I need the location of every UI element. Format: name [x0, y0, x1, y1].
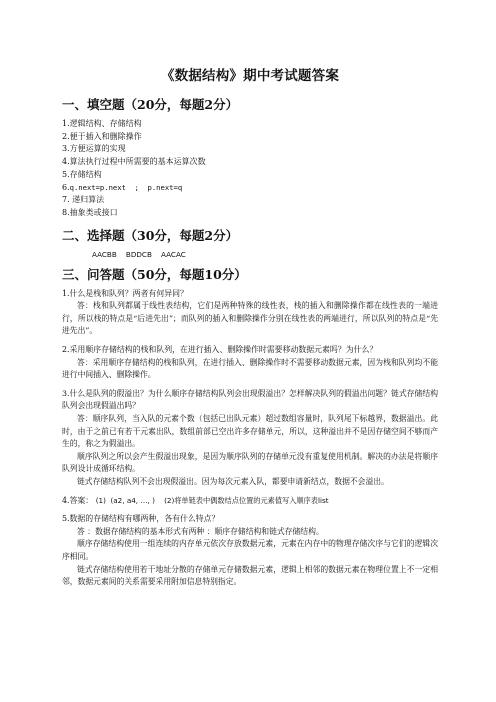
- question-text: 2.采用顺序存储结构的栈和队列，在进行插入、删除操作时需要移动数据元素吗？为什么？: [62, 345, 378, 354]
- answer-text: 答：采用顺序存储结构的栈和队列，在进行插入、删除操作时不需要移动数据元素，因为栈和队列均不能进行中间插入、删除操作。: [62, 357, 438, 380]
- question-text: 5.数据的存储结构有哪两种，各有什么特点？: [62, 514, 220, 524]
- fill-in-item: 2.便于插入和删除操作: [62, 131, 142, 141]
- qa-item-5: [62, 513, 438, 589]
- qa-item-1: [62, 288, 438, 338]
- fill-in-item: 1.逻辑结构、存储结构: [62, 119, 142, 128]
- fill-in-item: 7. 递归算法: [62, 195, 105, 205]
- code-snippet: q.next=p.next ; p.next=q: [69, 182, 183, 192]
- answer-text: 链式存储结构使用若干地址分散的存储单元存储数据元素，逻辑上相邻的数据元素在物理位置上不一定相邻，数据元素间的关系需要采用附加信息特别指定。: [62, 564, 438, 587]
- fill-in-item: 4.算法执行过程中所需要的基本运算次数: [62, 157, 206, 167]
- fill-in-item-number: 6.: [62, 182, 70, 192]
- qa-item-2: [62, 344, 438, 382]
- document-title: 《数据结构》期中考试题答案: [160, 68, 340, 84]
- qa-item-3: [62, 388, 438, 489]
- fill-in-item: 3.方便运算的实现: [62, 144, 126, 154]
- fill-in-item-code: [62, 182, 438, 195]
- question-text: 3.什么是队列的假溢出？为什么顺序存储结构队列会出现假溢出？怎样解决队列的假溢出问题？链式存储结构队列会出现假溢出吗？: [62, 388, 438, 411]
- answer-text: 链式存储结构队列不会出现假溢出。因为每次元素入队，都要申请新结点，数据不会溢出。: [77, 476, 389, 486]
- qa-item-4: [62, 495, 438, 508]
- section-fill-in-heading: 一、填空题（20分，每题2分）: [62, 97, 239, 112]
- answer-text: 答：顺序队列，当入队的元素个数（包括已出队元素）超过数组容量时，队列尾下标越界，数据溢出。此时，由于之前已有若干元素出队，数组前部已空出许多存储单元，所以，这种溢出并不是因存储空间不够而产生的，称之为假溢出。: [62, 413, 438, 449]
- choice-answers: AACBB BDDCB AACAC: [92, 249, 186, 259]
- section-choice-heading: 二、选择题（30分，每题2分）: [62, 227, 239, 243]
- answer-text: 顺序队列之所以会产生假溢出现象，是因为顺序队列的存储单元没有重复使用机制。解决的办法是将顺序队列设计成循环结构。: [62, 451, 438, 474]
- answer-label: 4.答案：: [62, 495, 94, 505]
- answer-text: 顺序存储结构使用一组连续的内存单元依次存放数据元素，元素在内存中的物理存储次序与它们的逻辑次序相同。: [62, 539, 438, 561]
- question-text: 1.什么是栈和队列？两者有何异同？: [62, 288, 188, 298]
- fill-in-answers: [62, 118, 438, 220]
- answer-text: 答 ：数据存储结构的基本形式有两种 ：顺序存储结构和链式存储结构。: [77, 526, 324, 536]
- fill-in-item: 8.抽象类或接口: [62, 207, 118, 217]
- answer-text: (1) (a2, a4, …, ) (2)将单链表中偶数结点位置的元素值写入顺序表list: [95, 495, 329, 505]
- answer-text: 答：栈和队列都属于线性表结构，它们是两种特殊的线性表，栈的插入和删除操作都在线性表的一端进行，所以栈的特点是“后进先出”；而队列的插入和删除操作分别在线性表的两端进行，所以队列的特点是“先进先出”。: [62, 301, 438, 336]
- fill-in-item: 5.存储结构: [62, 169, 102, 179]
- section-qa-heading: 三、问答题（50分，每题10分）: [62, 266, 247, 282]
